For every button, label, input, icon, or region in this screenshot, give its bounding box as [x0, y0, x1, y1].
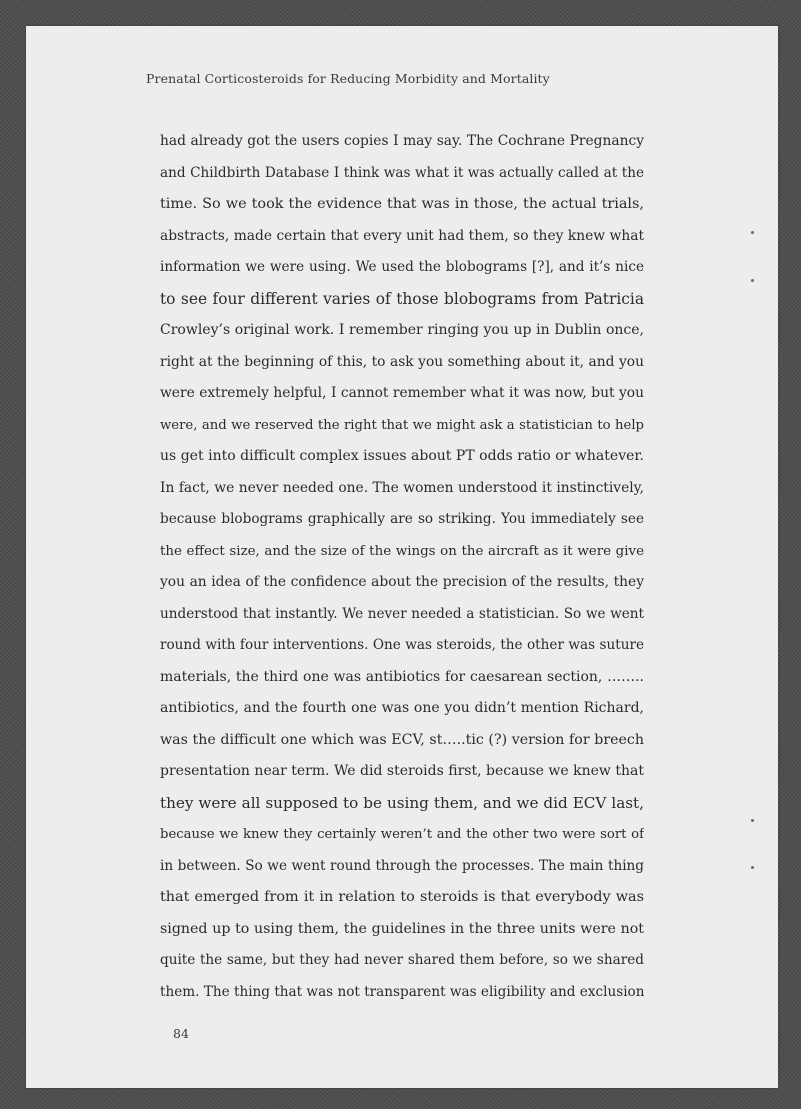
margin-mark	[751, 819, 754, 822]
body-line: were extremely helpful, I cannot remember what it was now, but you	[160, 385, 644, 401]
body-line: and Childbirth Database I think was what it was actually called at the	[160, 164, 644, 181]
body-line: quite the same, but they had never shared them before, so we shared	[160, 952, 644, 968]
body-line: understood that instantly. We never needed a statistician. So we went	[160, 605, 644, 622]
margin-mark	[751, 231, 754, 234]
body-line: had already got the users copies I may say. The Cochrane Pregnancy	[160, 133, 644, 149]
body-line: was the difficult one which was ECV, st…..tic (?) version for breech	[160, 731, 644, 748]
body-line: presentation near term. We did steroids first, because we knew that	[160, 763, 644, 779]
body-line: they were all supposed to be using them, and we did ECV last,	[160, 793, 644, 812]
body-line: time. So we took the evidence that was in those, the actual trials,	[160, 196, 644, 212]
body-line: materials, the third one was antibiotics for caesarean section, ……..	[160, 668, 644, 685]
body-line: us get into difficult complex issues about PT odds ratio or whatever.	[160, 448, 644, 464]
body-line: were, and we reserved the right that we might ask a statistician to help	[160, 417, 644, 433]
margin-mark	[751, 279, 754, 282]
body-line: signed up to using them, the guidelines in the three units were not	[160, 920, 644, 937]
body-line: In fact, we never needed one. The women understood it instinctively,	[160, 479, 644, 496]
body-line: them. The thing that was not transparent was eligibility and exclusion	[160, 983, 644, 1000]
body-line: to see four different varies of those blobograms from Patricia	[160, 289, 644, 308]
page-number: 84	[173, 1026, 189, 1041]
body-line: abstracts, made certain that every unit had them, so they knew what	[160, 227, 644, 244]
document-page	[26, 26, 778, 1088]
running-head: Prenatal Corticosteroids for Reducing Morbidity and Mortality	[146, 71, 550, 86]
margin-mark	[751, 866, 754, 869]
body-line: Crowley’s original work. I remember ringing you up in Dublin once,	[160, 322, 644, 338]
body-line: because blobograms graphically are so striking. You immediately see	[160, 511, 644, 527]
body-line: information we were using. We used the blobograms [?], and it’s nice	[160, 259, 644, 275]
body-text	[160, 126, 644, 1008]
body-line: you an idea of the confidence about the precision of the results, they	[160, 574, 644, 590]
body-line: in between. So we went round through the processes. The main thing	[160, 857, 644, 874]
body-line: round with four interventions. One was steroids, the other was suture	[160, 637, 644, 653]
body-line: because we knew they certainly weren’t and the other two were sort of	[160, 827, 644, 842]
body-line: right at the beginning of this, to ask you something about it, and you	[160, 353, 644, 370]
body-line: that emerged from it in relation to steroids is that everybody was	[160, 889, 644, 905]
body-line: antibiotics, and the fourth one was one you didn’t mention Richard,	[160, 700, 644, 716]
body-line: the effect size, and the size of the wings on the aircraft as it were give	[160, 543, 644, 559]
